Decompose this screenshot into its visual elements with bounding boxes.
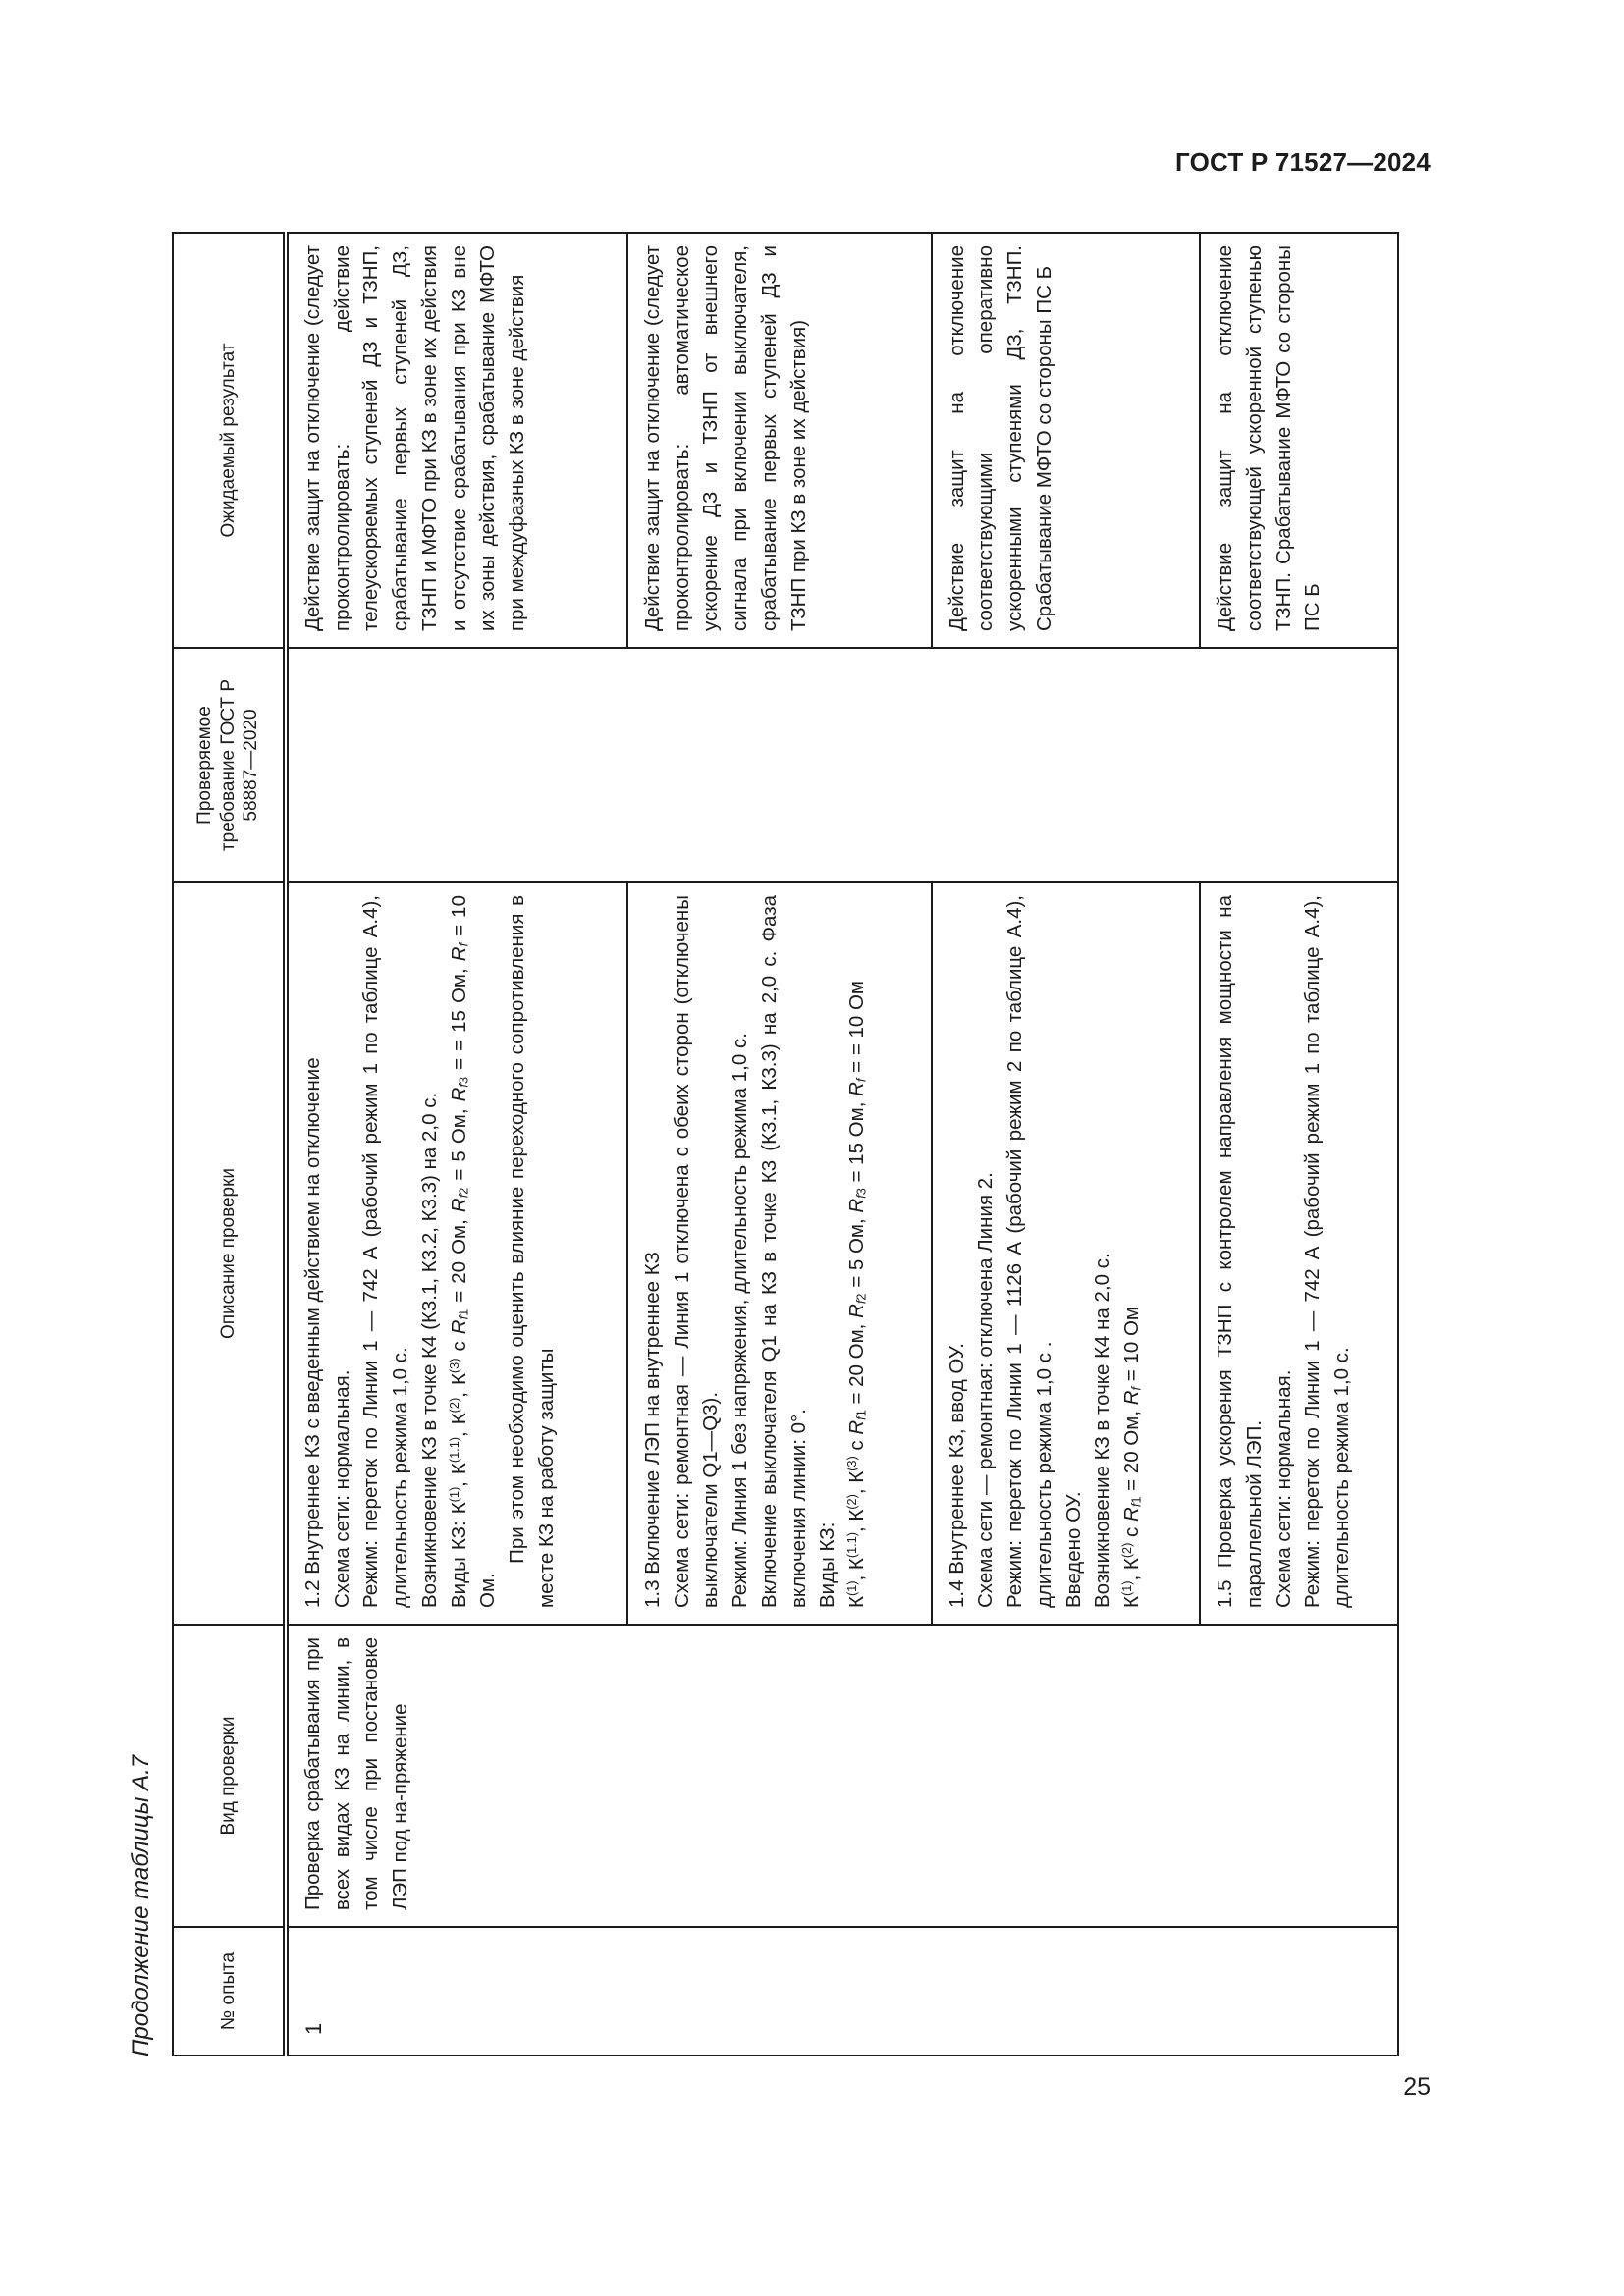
expected-result-cell: Действие защит на отключение (следует проконтролировать: действие телеускоряемых ступеней ДЗ и ТЗНП, срабатывание первых ступеней ДЗ, ТЗНП и МФТО при КЗ в зоне их действия и отсутствие срабатывания при КЗ вне их зоны действия, срабатывание МФТО при междуфазных КЗ в зоне действия [286,233,627,648]
check-table [172,232,1399,2056]
col-header-requirement: Проверяемое требование ГОСТ Р 58887—2020 [173,648,286,882]
expected-result-cell: Действие защит на отключение соответствующими оперативно ускоренными ступенями ДЗ, ТЗНП. Срабатывание МФТО со стороны ПС Б [932,233,1201,648]
description-cell: 1.3 Включение ЛЭП на внутреннее КЗ Схема сети: ремонтная — Линия 1 отключена с обеих сторон (отключены выключатели Q1—Q3). Режим: Линия 1 без напряжения, длительность режима 1,0 с. Включение выключателя Q1 на КЗ в точке К3 (К3.1, К3.3) на 2,0 с. Фаза включения линии: 0°. Виды КЗ: $К^{(1)}$, $К^{(1.1)}$, $К^{(2)}$, $К^{(3)}$ с $R_{f1} = 20$ Ом, $R_{f2} = 5$ Ом, $R_{f3} = 15$ Ом, $R_f$ = = 10 Ом [627,882,932,1625]
expected-result-cell: Действие защит на отключение соответствующей ускоренной ступенью ТЗНП. Срабатывание МФТО со стороны ПС Б [1200,233,1398,648]
table-header-row [173,233,286,2056]
expected-result-cell: Действие защит на отключение (следует проконтролировать: автоматическое ускорение ДЗ и ТЗНП от внешнего сигнала при включении выключателя, срабатывание первых ступеней ДЗ и ТЗНП при КЗ в зоне их действия) [627,233,932,648]
col-header-check-type: Вид проверки [173,1625,286,1927]
col-header-number: № опыта [173,1927,286,2056]
description-cell: 1.5 Проверка ускорения ТЗНП с контролем направления мощности на параллельной ЛЭП. Схема сети: нормальная. Режим: переток по Линии 1 — 742 А (рабочий режим 1 по таблице А.4), длительность режима 1,0 с. [1200,882,1398,1625]
table-row [286,233,627,2056]
requirement-cell [286,648,1398,882]
document-code: ГОСТ Р 71527—2024 [1175,147,1431,177]
experiment-number-cell: 1 [286,1927,1398,2056]
page-number: 25 [1403,2073,1431,2101]
description-cell: 1.4 Внутреннее КЗ, ввод ОУ. Схема сети — ремонтная: отключена Линия 2. Режим: переток по Линии 1 — 1126 А (рабочий режим 2 по таблице А.4), длительность режима 1,0 с . Введено ОУ. Возникновение КЗ в точке К4 на 2,0 с. $К^{(1)}$, $К^{(2)}$ с $R_{f1} = 20$ Ом, $R_f = 10$ Ом [932,882,1201,1625]
col-header-description: Описание проверки [173,882,286,1625]
check-type-cell: Проверка срабатывания при всех видах КЗ на линии, в том числе при постановке ЛЭП под на-пряжение [286,1625,1398,1927]
description-cell: 1.2 Внутреннее КЗ с введенным действием на отключение Схема сети: нормальная. Режим: переток по Линии 1 — 742 А (рабочий режим 1 по таблице А.4), длительность режима 1,0 с. Возникновение КЗ в точке К4 (К3.1, К3.2, К3.3) на 2,0 с. Виды КЗ: $К^{(1)}$, $К^{(1.1)}$, $К^{(2)}$, $К^{(3)}$ с $R_{f1} = 20$ Ом, $R_{f2} = 5$ Ом, $R_{f3}$ = = 15 Ом, $R_f = 10$ Ом. При этом необходимо оценить влияние переходного сопротивления в месте КЗ на работу защиты [286,882,627,1625]
col-header-expected: Ожидаемый результат [173,233,286,648]
table-continuation-caption: Продолжение таблицы А.7 [128,1754,154,2056]
rotated-table-container [172,234,1399,2056]
